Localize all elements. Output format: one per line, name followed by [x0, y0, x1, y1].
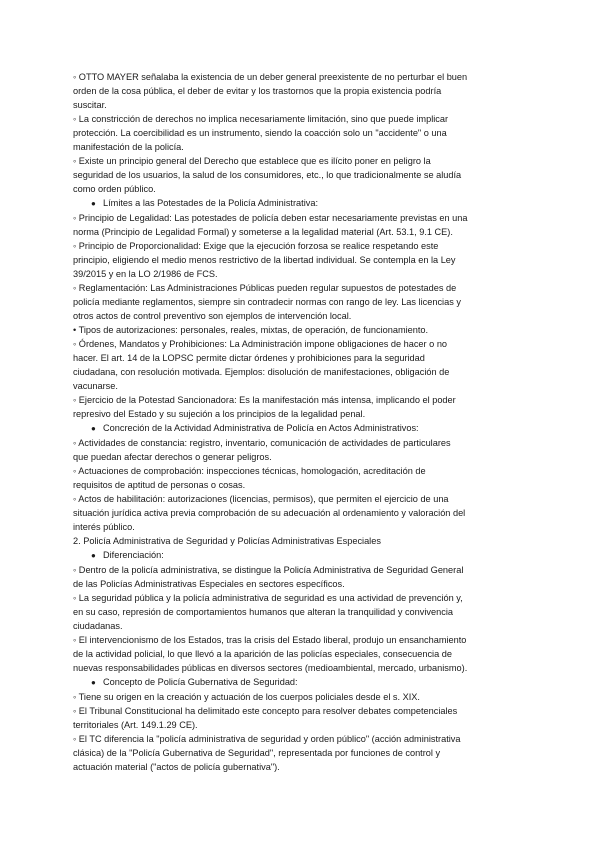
text-line: [73, 337, 531, 351]
line-text: ◦ Principio de Legalidad: Las potestades de policía deben estar necesariamente previstas en una: [73, 213, 468, 223]
line-text: represivo del Estado y su sujeción a los principios de la legalidad penal.: [73, 409, 366, 419]
line-text: actuación material ("actos de policía gubernativa").: [73, 762, 280, 772]
line-text: de las Policías Administrativas Especiales en sectores específicos.: [73, 579, 345, 589]
line-text: orden de la cosa pública, el deber de evitar y los trastornos que la propia existencia podría: [73, 86, 442, 96]
text-line: [73, 450, 531, 464]
line-text: Diferenciación:: [103, 550, 164, 560]
text-line: [73, 295, 531, 309]
text-line: [73, 70, 531, 84]
text-line: [73, 647, 531, 661]
line-text: ◦ La seguridad pública y la policía administrativa de seguridad es una actividad de prevención y,: [73, 593, 463, 603]
line-text: norma (Principio de Legalidad Formal) y someterse a la legalidad material (Art. 53.1, 9.1 CE).: [73, 227, 453, 237]
text-line: [73, 393, 531, 407]
line-text: seguridad de los usuarios, la salud de los consumidores, etc., lo que tradicionalmente se aludía: [73, 170, 462, 180]
text-line: [73, 690, 531, 704]
text-line: [73, 563, 531, 577]
text-line: [73, 577, 531, 591]
text-line: [73, 605, 531, 619]
line-text: clásica) de la "Policía Gubernativa de Seguridad", representada por funciones de control y: [73, 748, 441, 758]
text-line: [73, 591, 531, 605]
line-text: ◦ El intervencionismo de los Estados, tras la crisis del Estado liberal, produjo un ensanchamiento: [73, 635, 467, 645]
text-line: [73, 323, 531, 337]
line-text: Concepto de Policía Gubernativa de Seguridad:: [103, 677, 298, 687]
line-text: nuevas responsabilidades públicas en diversos sectores (medioambiental, mercado, urbanismo).: [73, 663, 468, 673]
text-line: [73, 436, 531, 450]
document-body: [73, 70, 531, 774]
text-line: [73, 464, 531, 478]
line-text: ◦ Dentro de la policía administrativa, se distingue la Policía Administrativa de Seguridad General: [73, 565, 464, 575]
line-text: requisitos de aptitud de personas o cosas.: [73, 480, 246, 490]
text-line: [73, 98, 531, 112]
text-line: [73, 732, 531, 746]
text-line: [73, 351, 531, 365]
text-line: [73, 520, 531, 534]
line-text: territoriales (Art. 149.1.29 CE).: [73, 720, 198, 730]
bullet-icon: ●: [91, 551, 96, 560]
text-line: [73, 407, 531, 421]
subheading-line: [73, 196, 531, 211]
bullet-icon: ●: [91, 424, 96, 433]
text-line: [73, 492, 531, 506]
line-text: ◦ La constricción de derechos no implica necesariamente limitación, sino que puede implicar: [73, 114, 449, 124]
text-line: [73, 661, 531, 675]
text-line: [73, 281, 531, 295]
text-line: [73, 140, 531, 154]
line-text: protección. La coercibilidad es un instrumento, siendo la coacción solo un "accidente" o una: [73, 128, 447, 138]
line-text: ◦ Ejercicio de la Potestad Sancionadora: Es la manifestación más intensa, implicando el poder: [73, 395, 456, 405]
line-text: ◦ El Tribunal Constitucional ha delimitado este concepto para resolver debates competenciales: [73, 706, 458, 716]
text-line: [73, 225, 531, 239]
line-text: ◦ Existe un principio general del Derecho que establece que es ilícito poner en peligro la: [73, 156, 431, 166]
text-line: [73, 211, 531, 225]
text-line: [73, 239, 531, 253]
line-text: suscitar.: [73, 100, 107, 110]
line-text: ◦ El TC diferencia la "policía administrativa de seguridad y orden público" (acción administrativa: [73, 734, 461, 744]
bullet-icon: ●: [91, 678, 96, 687]
subheading-line: [73, 421, 531, 436]
line-text: en su caso, represión de comportamientos humanos que alteran la tranquilidad y convivencia: [73, 607, 453, 617]
line-text: principio, eligiendo el medio menos restrictivo de la libertad individual. Se contempla en la Ley: [73, 255, 456, 265]
line-text: Concreción de la Actividad Administrativa de Policía en Actos Administrativos:: [103, 423, 419, 433]
line-text: ◦ Reglamentación: Las Administraciones Públicas pueden regular supuestos de potestades de: [73, 283, 457, 293]
line-text: vacunarse.: [73, 381, 118, 391]
text-line: [73, 126, 531, 140]
line-text: Límites a las Potestades de la Policía Administrativa:: [103, 198, 318, 208]
line-text: ciudadanas.: [73, 621, 123, 631]
line-text: ◦ Actividades de constancia: registro, inventario, comunicación de actividades de particulares: [73, 438, 451, 448]
text-line: [73, 746, 531, 760]
line-text: policía mediante reglamentos, siempre sin contradecir normas con rango de ley. Las licencias y: [73, 297, 461, 307]
line-text: ciudadana, con resolución motivada. Ejemplos: disolución de manifestaciones, obligación de: [73, 367, 450, 377]
line-text: 2. Policía Administrativa de Seguridad y Policías Administrativas Especiales: [73, 536, 381, 546]
text-line: [73, 309, 531, 323]
line-text: ◦ Tiene su origen en la creación y actuación de los cuerpos policiales desde el s. XIX.: [73, 692, 420, 702]
text-line: [73, 478, 531, 492]
text-line: [73, 253, 531, 267]
text-line: [73, 365, 531, 379]
line-text: que puedan afectar derechos o generar peligros.: [73, 452, 272, 462]
line-text: ◦ Actos de habilitación: autorizaciones (licencias, permisos), que permiten el ejercicio de una: [73, 494, 449, 504]
text-line: [73, 633, 531, 647]
text-line: [73, 168, 531, 182]
line-text: manifestación de la policía.: [73, 142, 184, 152]
text-line: [73, 84, 531, 98]
text-line: [73, 619, 531, 633]
line-text: ◦ Actuaciones de comprobación: inspecciones técnicas, homologación, acreditación de: [73, 466, 426, 476]
line-text: como orden público.: [73, 184, 156, 194]
line-text: situación jurídica activa previa comprobación de su adecuación al ordenamiento y valoración del: [73, 508, 466, 518]
text-line: [73, 182, 531, 196]
line-text: ◦ OTTO MAYER señalaba la existencia de un deber general preexistente de no perturbar el buen: [73, 72, 468, 82]
line-text: 39/2015 y en la LO 2/1986 de FCS.: [73, 269, 218, 279]
text-line: [73, 379, 531, 393]
text-line: [73, 718, 531, 732]
text-line: [73, 704, 531, 718]
line-text: ◦ Principio de Proporcionalidad: Exige que la ejecución forzosa se realice respetando este: [73, 241, 439, 251]
line-text: otros actos de control preventivo son ejemplos de intervención local.: [73, 311, 352, 321]
line-text: de la actividad policial, lo que llevó a la aparición de las policías especiales, consecuencia de: [73, 649, 452, 659]
text-line: [73, 760, 531, 774]
line-text: ◦ Órdenes, Mandatos y Prohibiciones: La Administración impone obligaciones de hacer o no: [73, 339, 448, 349]
line-text: • Tipos de autorizaciones: personales, reales, mixtas, de operación, de funcionamiento.: [73, 325, 429, 335]
line-text: hacer. El art. 14 de la LOPSC permite dictar órdenes y prohibiciones para la seguridad: [73, 353, 425, 363]
subheading-line: [73, 675, 531, 690]
text-line: [73, 506, 531, 520]
text-line: [73, 267, 531, 281]
text-line: [73, 154, 531, 168]
line-text: interés público.: [73, 522, 135, 532]
text-line: [73, 534, 531, 548]
bullet-icon: ●: [91, 199, 96, 208]
subheading-line: [73, 548, 531, 563]
text-line: [73, 112, 531, 126]
